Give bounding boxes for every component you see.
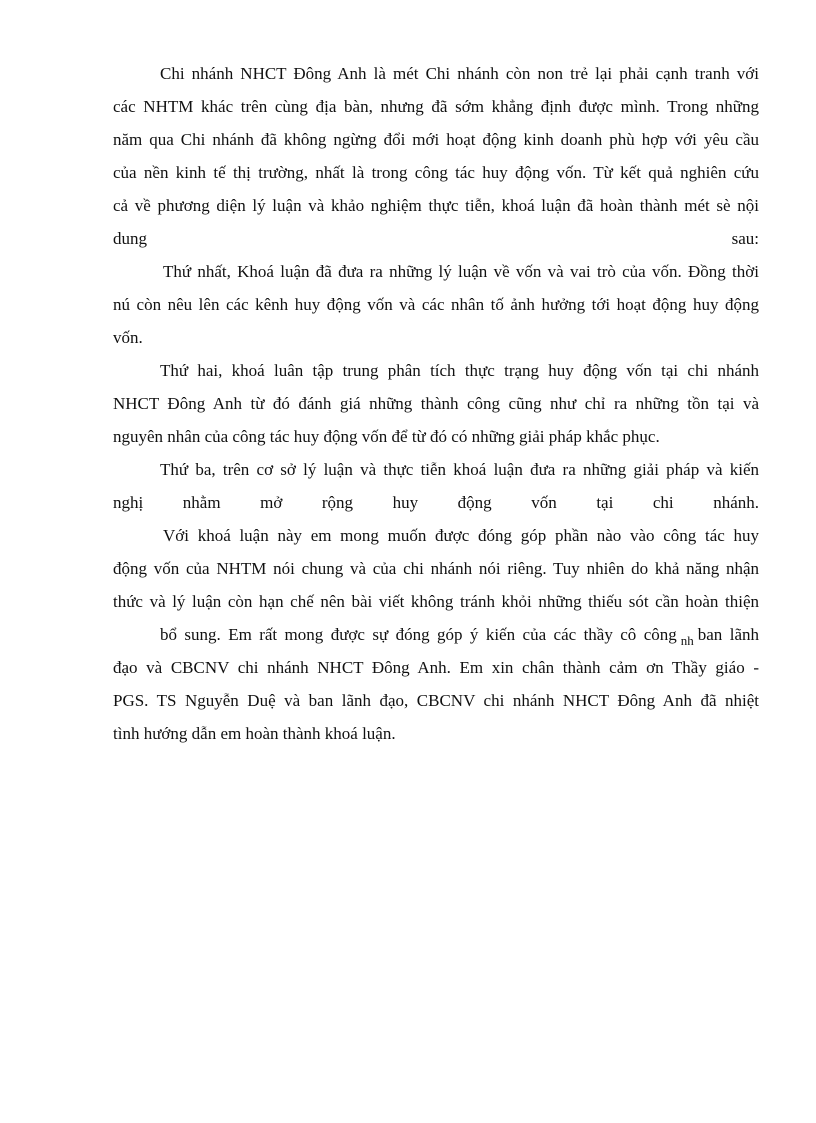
text-line: nguyên nhân của công tác huy động vốn để từ đó có những giải pháp khắc phục. (113, 427, 660, 446)
text-line: NHCT Đông Anh từ đó đánh giá những thành công cũng như chỉ ra những tồn tại và (113, 394, 759, 413)
text-line: vốn. (113, 328, 143, 347)
text-line: các NHTM khác trên cùng địa bàn, nhưng đã sớm khẳng định được mình. Trong những (113, 97, 759, 116)
text-line: đạo và CBCNV chi nhánh NHCT Đông Anh. Em xin chân thành cảm ơn Thầy giáo - (113, 658, 759, 677)
text-line-with-subscript (160, 620, 759, 650)
text-line: của nền kinh tế thị trường, nhất là trong công tác huy động vốn. Từ kết quả nghiên cứu (113, 163, 759, 182)
text-line: nú còn nêu lên các kênh huy động vốn và các nhân tố ảnh hưởng tới hoạt động huy động (113, 295, 759, 314)
text-line: Thứ nhất, Khoá luận đã đưa ra những lý luận về vốn và vai trò của vốn. Đồng thời (163, 262, 759, 281)
text-line: Với khoá luận này em mong muốn được đóng góp phần nào vào công tác huy (163, 526, 759, 545)
text-line: thức và lý luận còn hạn chế nên bài viết không tránh khỏi những thiếu sót cần hoàn thiện (113, 592, 759, 611)
subscript-fragment: nh (680, 633, 694, 648)
text-line: Thứ hai, khoá luân tập trung phân tích thực trạng huy động vốn tại chi nhánh (160, 361, 759, 380)
text-line: tình hướng dẫn em hoàn thành khoá luận. (113, 724, 396, 743)
text-line: dung sau: (113, 229, 759, 248)
text-line-part: bổ sung. Em rất mong được sự đóng góp ý kiến của các thầy cô công (160, 625, 677, 644)
text-line-part: ban lãnh (697, 625, 759, 644)
text-line: Thứ ba, trên cơ sở lý luận và thực tiễn khoá luận đưa ra những giải pháp và kiến (160, 460, 759, 479)
text-line: cả về phương diện lý luận và khảo nghiệm thực tiễn, khoá luận đã hoàn thành mét sè nội (113, 196, 759, 215)
text-line: động vốn của NHTM nói chung và của chi nhánh nói riêng. Tuy nhiên do khả năng nhận (113, 559, 759, 578)
text-line: PGS. TS Nguyễn Duệ và ban lãnh đạo, CBCNV chi nhánh NHCT Đông Anh đã nhiệt (113, 691, 759, 710)
text-line: nghị nhằm mở rộng huy động vốn tại chi nhánh. (113, 493, 759, 512)
text-line: Chi nhánh NHCT Đông Anh là mét Chi nhánh còn non trẻ lại phải cạnh tranh với (160, 64, 759, 83)
text-line: năm qua Chi nhánh đã không ngừng đổi mới hoạt động kinh doanh phù hợp với yêu cầu (113, 130, 759, 149)
